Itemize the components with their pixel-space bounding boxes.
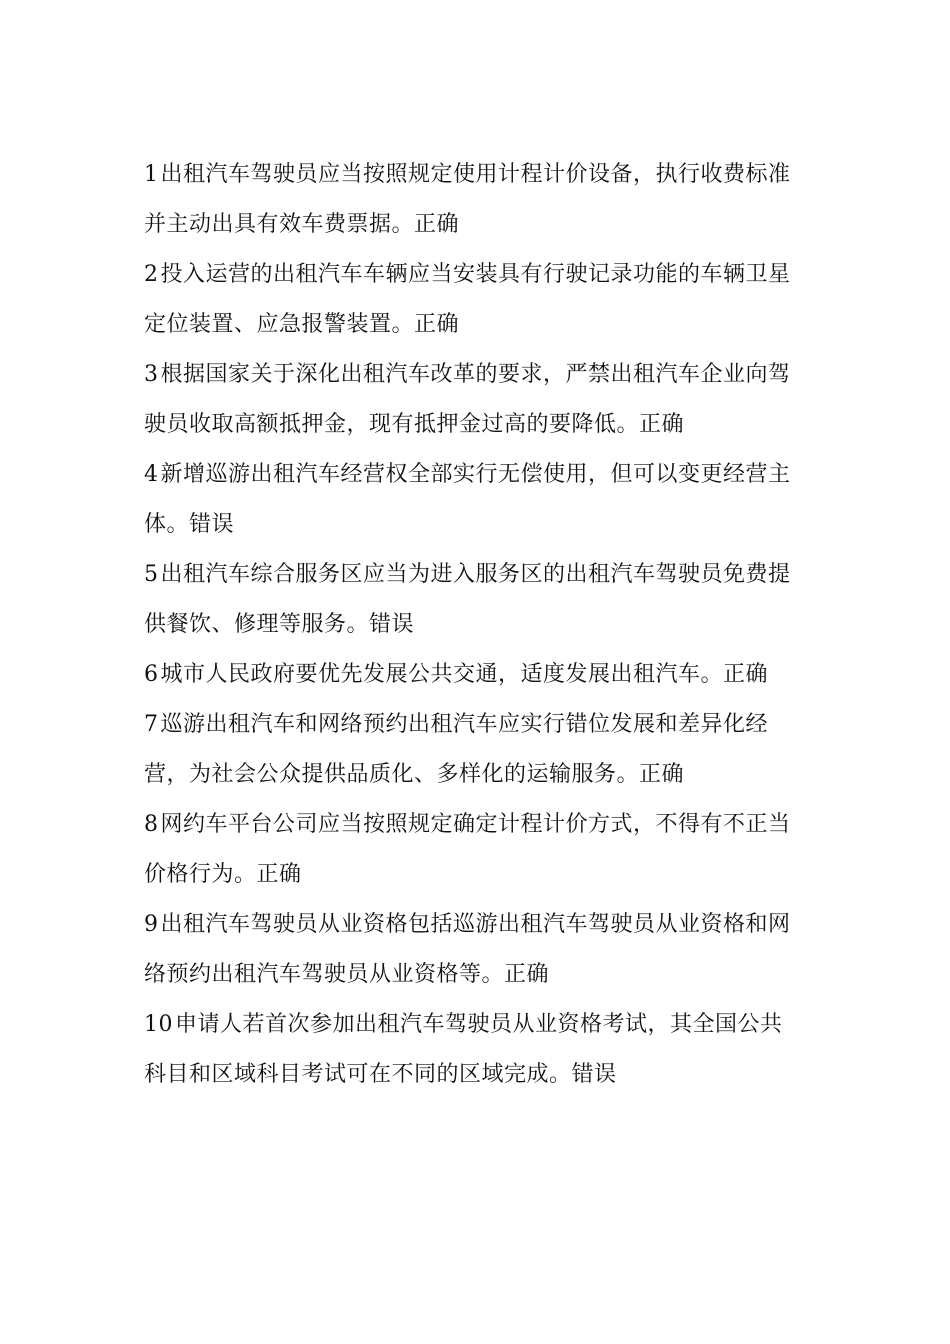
question-number: 4 [144,462,159,487]
question-number: 8 [144,812,159,837]
question-item-9 [144,900,804,1000]
question-item-5 [144,550,804,650]
question-answer: 错误 [571,1062,617,1087]
question-number: 9 [144,912,159,937]
question-item-2 [144,250,804,350]
question-text: 根据国家关于深化出租汽车改革的要求，严禁出租汽车企业向驾驶员收取高额抵押金，现有抵押金过高的要降低。 [144,362,791,437]
question-number: 7 [144,712,159,737]
question-text: 巡游出租汽车和网络预约出租汽车应实行错位发展和差异化经营，为社会公众提供品质化、多样化的运输服务。 [144,712,769,787]
question-number: 1 [144,162,159,187]
question-item-8 [144,800,804,900]
question-answer: 正确 [256,862,302,887]
question-text: 出租汽车驾驶员从业资格包括巡游出租汽车驾驶员从业资格和网络预约出租汽车驾驶员从业资格等。 [144,912,791,987]
question-text: 出租汽车驾驶员应当按照规定使用计程计价设备，执行收费标准并主动出具有效车费票据。 [144,162,791,237]
question-item-6 [144,650,804,700]
question-answer: 正确 [414,312,460,337]
question-item-4 [144,450,804,550]
question-text: 申请人若首次参加出租汽车驾驶员从业资格考试，其全国公共科目和区域科目考试可在不同的区域完成。 [144,1012,783,1087]
question-text: 投入运营的出租汽车车辆应当安装具有行驶记录功能的车辆卫星定位装置、应急报警装置。 [144,262,791,337]
question-answer: 错误 [369,612,415,637]
question-text: 网约车平台公司应当按照规定确定计程计价方式，不得有不正当价格行为。 [144,812,791,887]
question-answer: 正确 [504,962,550,987]
question-number: 10 [144,1012,173,1037]
question-number: 6 [144,662,159,687]
question-answer: 错误 [189,512,235,537]
question-number: 3 [144,362,159,387]
question-answer: 正确 [639,412,685,437]
question-text: 出租汽车综合服务区应当为进入服务区的出租汽车驾驶员免费提供餐饮、修理等服务。 [144,562,791,637]
question-text: 城市人民政府要优先发展公共交通，适度发展出租汽车。 [160,662,724,687]
question-number: 2 [144,262,159,287]
question-item-1 [144,150,804,250]
question-number: 5 [144,562,159,587]
question-answer: 正确 [639,762,685,787]
question-item-7 [144,700,804,800]
question-answer: 正确 [723,662,769,687]
question-item-10 [144,1000,804,1100]
question-item-3 [144,350,804,450]
question-text: 新增巡游出租汽车经营权全部实行无偿使用，但可以变更经营主体。 [144,462,791,537]
question-answer: 正确 [414,212,460,237]
question-list [144,150,804,1100]
